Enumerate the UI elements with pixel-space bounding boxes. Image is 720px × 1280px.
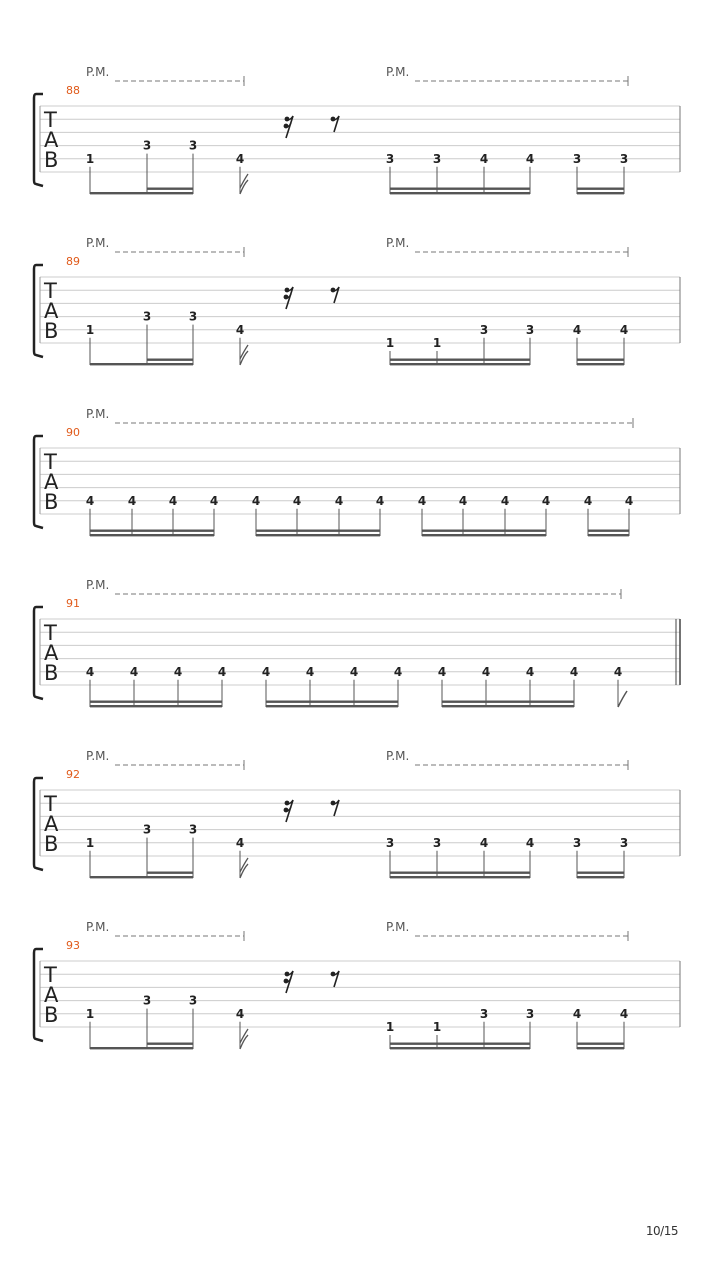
palm-mute-label: P.M.	[86, 920, 110, 934]
fret-number: 1	[385, 1020, 395, 1034]
fret-number: 4	[85, 664, 95, 679]
fret-number: 4	[479, 835, 489, 850]
tab-clef-letter: B	[44, 319, 59, 343]
tab-clef-letter: B	[44, 490, 59, 514]
beam-primary	[588, 534, 629, 536]
fret-number: 1	[385, 336, 395, 350]
fret-number: 3	[432, 151, 442, 166]
fret-number: 4	[334, 493, 344, 508]
fret-number: 4	[349, 664, 359, 679]
fret-number: 4	[525, 835, 535, 850]
fret-number: 4	[235, 322, 245, 337]
fret-number: 4	[173, 664, 183, 679]
beam-primary	[90, 192, 193, 194]
fret-number: 4	[481, 664, 491, 679]
measure-number: 92	[66, 768, 80, 781]
beam-secondary	[390, 1043, 530, 1045]
fret-number: 3	[188, 138, 198, 153]
measure-number: 88	[66, 84, 80, 97]
beam-secondary	[256, 530, 380, 532]
tab-clef-letter: T	[44, 450, 57, 474]
beam-secondary	[577, 1043, 624, 1045]
tab-clef-letter: B	[44, 148, 59, 172]
fret-number: 4	[168, 493, 178, 508]
fret-number: 1	[432, 1020, 442, 1034]
beam-secondary	[588, 530, 629, 532]
tab-clef-letter: B	[44, 832, 59, 856]
beam-primary	[577, 1047, 624, 1049]
fret-number: 1	[85, 151, 95, 166]
fret-number: 3	[385, 835, 395, 850]
fret-number: 4	[235, 1006, 245, 1021]
tab-clef-letter: A	[44, 983, 59, 1007]
tab-clef-letter: T	[44, 621, 57, 645]
fret-number: 4	[85, 493, 95, 508]
palm-mute-label: P.M.	[86, 749, 110, 763]
beam-primary	[266, 705, 398, 707]
palm-mute-label: P.M.	[386, 236, 410, 250]
fret-number: 4	[375, 493, 385, 508]
fret-number: 4	[479, 151, 489, 166]
fret-number: 4	[129, 664, 139, 679]
tab-system	[34, 920, 680, 1049]
fret-number: 3	[619, 151, 629, 166]
beam-secondary	[266, 701, 398, 703]
fret-number: 1	[85, 835, 95, 850]
palm-mute-label: P.M.	[86, 407, 110, 421]
beam-primary	[390, 363, 530, 365]
measure-number: 90	[66, 426, 80, 439]
fret-number: 4	[613, 664, 623, 679]
fret-number: 3	[142, 309, 152, 324]
palm-mute-label: P.M.	[86, 578, 110, 592]
fret-number: 4	[583, 493, 593, 508]
beam-primary	[90, 876, 193, 878]
beam-primary	[256, 534, 380, 536]
fret-number: 4	[305, 664, 315, 679]
palm-mute-label: P.M.	[386, 749, 410, 763]
fret-number: 3	[142, 822, 152, 837]
fret-number: 4	[619, 1006, 629, 1021]
tab-clef-letter: B	[44, 1003, 59, 1027]
beam-primary	[442, 705, 574, 707]
fret-number: 3	[188, 993, 198, 1008]
fret-number: 3	[142, 993, 152, 1008]
fret-number: 1	[432, 336, 442, 350]
beam-secondary	[147, 188, 193, 190]
tab-clef-letter: T	[44, 792, 57, 816]
fret-number: 3	[619, 835, 629, 850]
beam-primary	[90, 705, 222, 707]
palm-mute-label: P.M.	[86, 65, 110, 79]
fret-number: 3	[142, 138, 152, 153]
measure-number: 91	[66, 597, 80, 610]
fret-number: 4	[235, 835, 245, 850]
beam-primary	[90, 1047, 193, 1049]
fret-number: 1	[85, 322, 95, 337]
fret-number: 3	[572, 151, 582, 166]
beam-secondary	[577, 872, 624, 874]
fret-number: 3	[188, 822, 198, 837]
fret-number: 3	[479, 322, 489, 337]
beam-primary	[390, 192, 530, 194]
tab-system	[34, 578, 680, 707]
fret-number: 1	[85, 1006, 95, 1021]
beam-secondary	[147, 1043, 193, 1045]
beam-secondary	[442, 701, 574, 703]
fret-number: 3	[572, 835, 582, 850]
beam-secondary	[422, 530, 546, 532]
fret-number: 4	[525, 151, 535, 166]
fret-number: 4	[417, 493, 427, 508]
beam-primary	[577, 876, 624, 878]
tab-clef-letter: A	[44, 470, 59, 494]
tab-system	[34, 65, 680, 194]
fret-number: 4	[572, 1006, 582, 1021]
beam-primary	[390, 876, 530, 878]
measure-number: 93	[66, 939, 80, 952]
fret-number: 4	[500, 493, 510, 508]
note-flag	[618, 691, 627, 707]
tab-clef-letter: T	[44, 279, 57, 303]
fret-number: 4	[569, 664, 579, 679]
beam-primary	[90, 534, 214, 536]
beam-secondary	[90, 701, 222, 703]
beam-primary	[577, 363, 624, 365]
beam-secondary	[147, 872, 193, 874]
beam-primary	[390, 1047, 530, 1049]
fret-number: 4	[572, 322, 582, 337]
fret-number: 4	[541, 493, 551, 508]
fret-number: 4	[619, 322, 629, 337]
fret-number: 4	[624, 493, 634, 508]
beam-secondary	[390, 872, 530, 874]
fret-number: 3	[432, 835, 442, 850]
fret-number: 4	[217, 664, 227, 679]
beam-secondary	[577, 188, 624, 190]
fret-number: 4	[437, 664, 447, 679]
fret-number: 3	[525, 322, 535, 337]
beam-primary	[422, 534, 546, 536]
palm-mute-label: P.M.	[386, 920, 410, 934]
palm-mute-label: P.M.	[386, 65, 410, 79]
fret-number: 4	[251, 493, 261, 508]
beam-primary	[577, 192, 624, 194]
fret-number: 4	[235, 151, 245, 166]
tab-clef-letter: A	[44, 299, 59, 323]
fret-number: 3	[385, 151, 395, 166]
beam-secondary	[147, 359, 193, 361]
fret-number: 3	[479, 1006, 489, 1021]
fret-number: 4	[458, 493, 468, 508]
beam-primary	[90, 363, 193, 365]
tab-system	[34, 407, 680, 536]
tab-clef-letter: T	[44, 963, 57, 987]
palm-mute-label: P.M.	[86, 236, 110, 250]
tab-clef-letter: T	[44, 108, 57, 132]
tab-clef-letter: B	[44, 661, 59, 685]
fret-number: 3	[188, 309, 198, 324]
beam-secondary	[390, 188, 530, 190]
tab-system	[34, 749, 680, 878]
page-number: 10/15	[645, 1224, 678, 1238]
fret-number: 4	[292, 493, 302, 508]
beam-secondary	[577, 359, 624, 361]
fret-number: 4	[525, 664, 535, 679]
fret-number: 4	[127, 493, 137, 508]
fret-number: 4	[209, 493, 219, 508]
tab-clef-letter: A	[44, 128, 59, 152]
measure-number: 89	[66, 255, 80, 268]
tab-clef-letter: A	[44, 641, 59, 665]
beam-secondary	[390, 359, 530, 361]
fret-number: 4	[261, 664, 271, 679]
fret-number: 4	[393, 664, 403, 679]
tab-system	[34, 236, 680, 365]
fret-number: 3	[525, 1006, 535, 1021]
beam-secondary	[90, 530, 214, 532]
tab-clef-letter: A	[44, 812, 59, 836]
